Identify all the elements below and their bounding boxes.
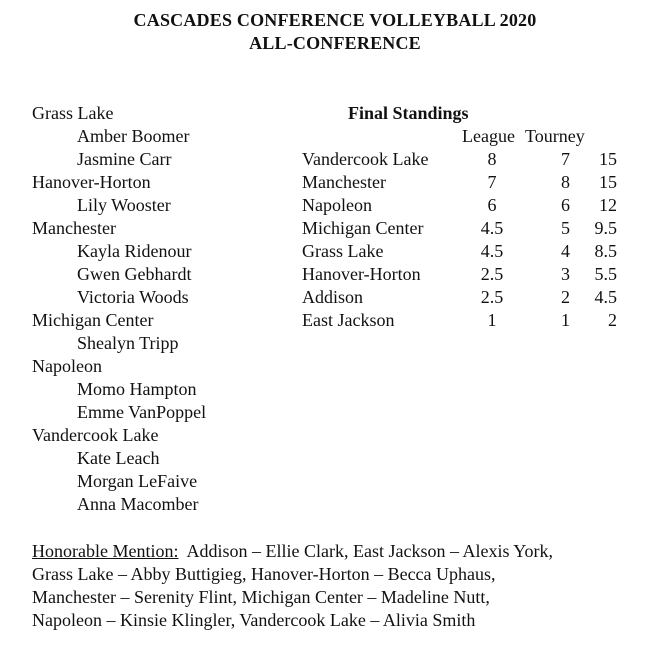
standings-row (302, 148, 632, 171)
team-name: Hanover-Horton (32, 172, 151, 192)
total-points: 15 (599, 149, 617, 169)
tourney-column-header: Tourney (525, 126, 585, 146)
standings-row (302, 194, 632, 217)
total-points: 12 (599, 195, 617, 215)
player-name: Momo Hampton (77, 379, 197, 399)
standings-team: Grass Lake (302, 241, 384, 261)
tourney-points: 7 (561, 149, 570, 169)
standings-team: Vandercook Lake (302, 149, 429, 169)
league-points: 2.5 (480, 287, 504, 307)
honorable-mention (32, 540, 642, 632)
honorable-mention-label: Honorable Mention: (32, 541, 179, 561)
league-column-header: League (462, 126, 515, 146)
team-name: Grass Lake (32, 103, 114, 123)
team-name: Manchester (32, 218, 116, 238)
team-name: Michigan Center (32, 310, 154, 330)
page-subtitle: ALL-CONFERENCE (249, 33, 421, 53)
total-points: 9.5 (594, 218, 617, 238)
league-points: 4.5 (480, 241, 504, 261)
standings-team: Manchester (302, 172, 386, 192)
league-points: 7 (487, 172, 497, 192)
total-points: 8.5 (594, 241, 617, 261)
player-name: Jasmine Carr (77, 149, 172, 169)
tourney-points: 5 (561, 218, 570, 238)
player-name: Gwen Gebhardt (77, 264, 192, 284)
honorable-mention-text: Addison – Ellie Clark, East Jackson – Alexis York, (186, 541, 553, 561)
honorable-mention-line-4: Napoleon – Kinsie Klingler, Vandercook Lake – Alivia Smith (32, 610, 476, 630)
standings-row (302, 309, 632, 332)
player-name: Morgan LeFaive (77, 471, 198, 491)
total-points: 4.5 (594, 287, 617, 307)
honorable-mention-line-3: Manchester – Serenity Flint, Michigan Center – Madeline Nutt, (32, 587, 490, 607)
honorable-mention-line-2: Grass Lake – Abby Buttigieg, Hanover-Horton – Becca Uphaus, (32, 564, 496, 584)
league-points: 6 (487, 195, 497, 215)
all-conference-list (32, 102, 206, 516)
standings-team: Hanover-Horton (302, 264, 421, 284)
tourney-points: 6 (561, 195, 570, 215)
honorable-mention-line-1 (32, 540, 642, 563)
standings-row (302, 263, 632, 286)
tourney-points: 4 (561, 241, 570, 261)
standings-team: East Jackson (302, 310, 395, 330)
player-name: Kate Leach (77, 448, 160, 468)
league-points: 8 (487, 149, 497, 169)
league-points: 1 (487, 310, 497, 330)
player-name: Amber Boomer (77, 126, 190, 146)
tourney-points: 2 (561, 287, 570, 307)
player-name: Victoria Woods (77, 287, 189, 307)
team-name: Vandercook Lake (32, 425, 159, 445)
player-name: Anna Macomber (77, 494, 199, 514)
standings-row (302, 286, 632, 309)
standings-team: Michigan Center (302, 218, 424, 238)
standings-title: Final Standings (348, 103, 469, 123)
player-name: Lily Wooster (77, 195, 171, 215)
total-points: 5.5 (594, 264, 617, 284)
standings-row (302, 240, 632, 263)
total-points: 2 (608, 310, 617, 330)
tourney-points: 1 (561, 310, 570, 330)
league-points: 4.5 (480, 218, 504, 238)
standings-row (302, 217, 632, 240)
player-name: Shealyn Tripp (77, 333, 179, 353)
tourney-points: 8 (561, 172, 570, 192)
player-name: Emme VanPoppel (77, 402, 207, 422)
standings-row (302, 171, 632, 194)
team-name: Napoleon (32, 356, 102, 376)
league-points: 2.5 (480, 264, 504, 284)
page-title: CASCADES CONFERENCE VOLLEYBALL 2020 (133, 10, 537, 30)
player-name: Kayla Ridenour (77, 241, 192, 261)
standings-team: Addison (302, 287, 364, 307)
tourney-points: 3 (561, 264, 570, 284)
total-points: 15 (599, 172, 617, 192)
standings-team: Napoleon (302, 195, 372, 215)
